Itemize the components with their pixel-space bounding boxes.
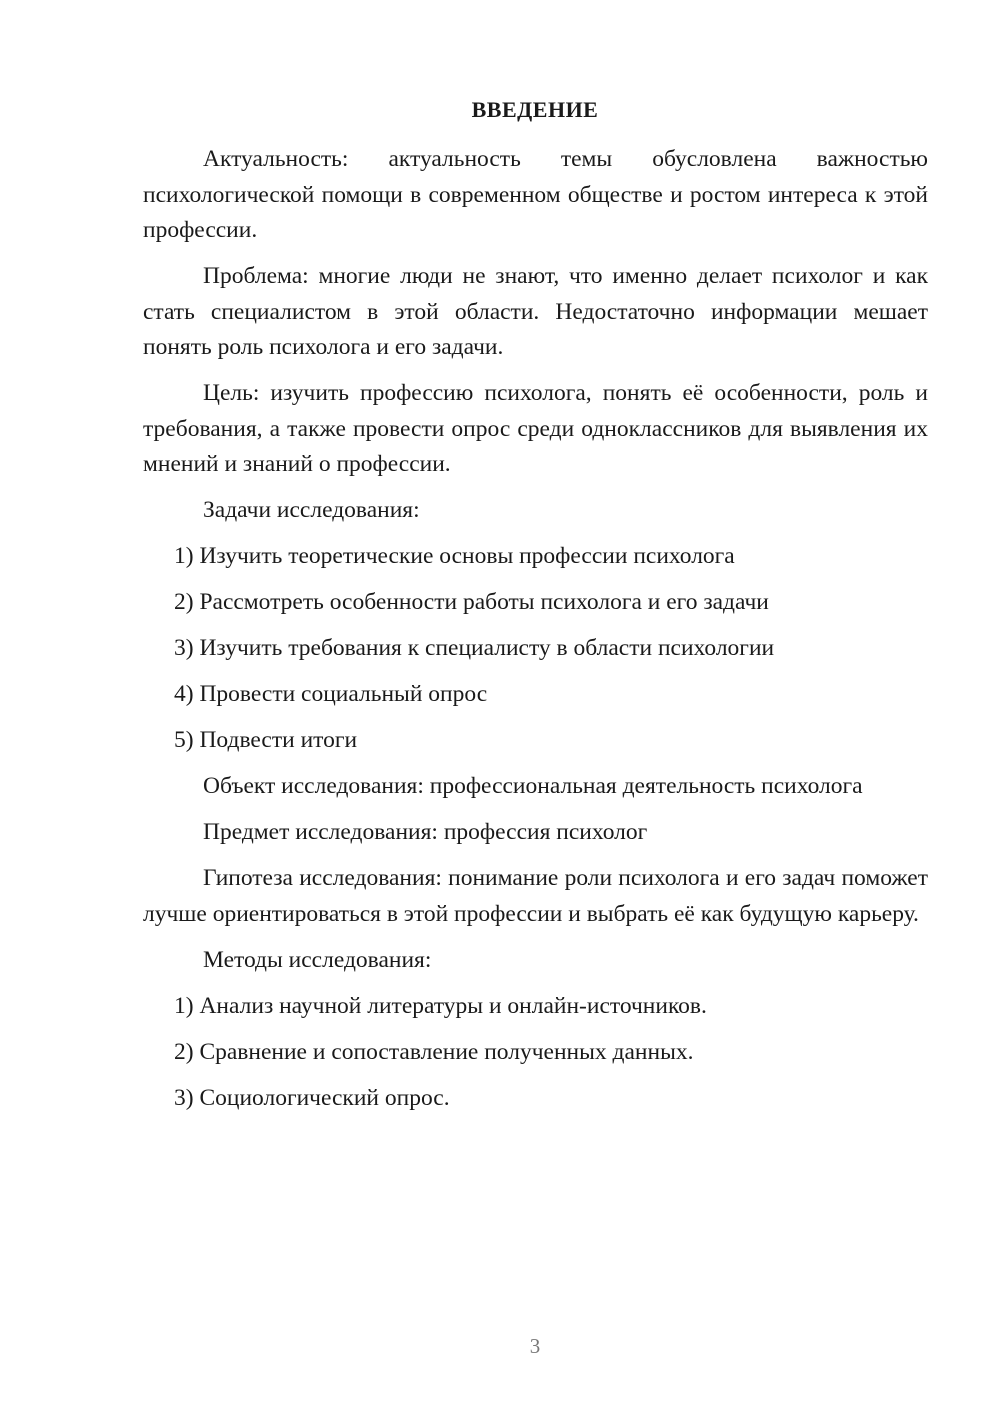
problem-paragraph: Проблема: многие люди не знают, что именно делает психолог и как стать специалистом в этой области. Недостаточно информации мешает понять роль психолога и его задачи. [143,263,928,360]
subject-paragraph: Предмет исследования: профессия психолог [203,819,648,845]
task-item: 2) Рассмотреть особенности работы психолога и его задачи [174,589,769,615]
page-number: 3 [529,1334,541,1358]
tasks-heading: Задачи исследования: [203,497,420,523]
method-item: 3) Социологический опрос. [174,1084,450,1111]
task-item: 3) Изучить требования к специалисту в области психологии [174,635,775,661]
hypothesis-paragraph: Гипотеза исследования: понимание роли психолога и его задач поможет лучше ориентироваться в этой профессии и выбрать её как будущую карьеру. [143,865,928,927]
body-text [143,142,928,1127]
tasks-list [143,539,928,759]
method-item: 2) Сравнение и сопоставление полученных данных. [174,1038,694,1065]
relevance-paragraph: Актуальность: актуальность темы обусловлена важностью психологической помощи в современном обществе и ростом интереса к этой профессии. [143,146,928,243]
task-item: 5) Подвести итоги [174,727,358,753]
goal-paragraph: Цель: изучить профессию психолога, понять её особенности, роль и требования, а также провести опрос среди одноклассников для выявления их мнений и знаний о профессии. [143,380,928,477]
methods-list [143,989,928,1117]
object-paragraph: Объект исследования: профессиональная деятельность психолога [203,773,863,799]
method-item: 1) Анализ научной литературы и онлайн-источников. [174,992,707,1019]
task-item: 1) Изучить теоретические основы профессии психолога [174,543,735,569]
task-item: 4) Провести социальный опрос [174,681,488,707]
page-title: ВВЕДЕНИЕ [471,97,599,122]
methods-heading: Методы исследования: [203,946,432,973]
